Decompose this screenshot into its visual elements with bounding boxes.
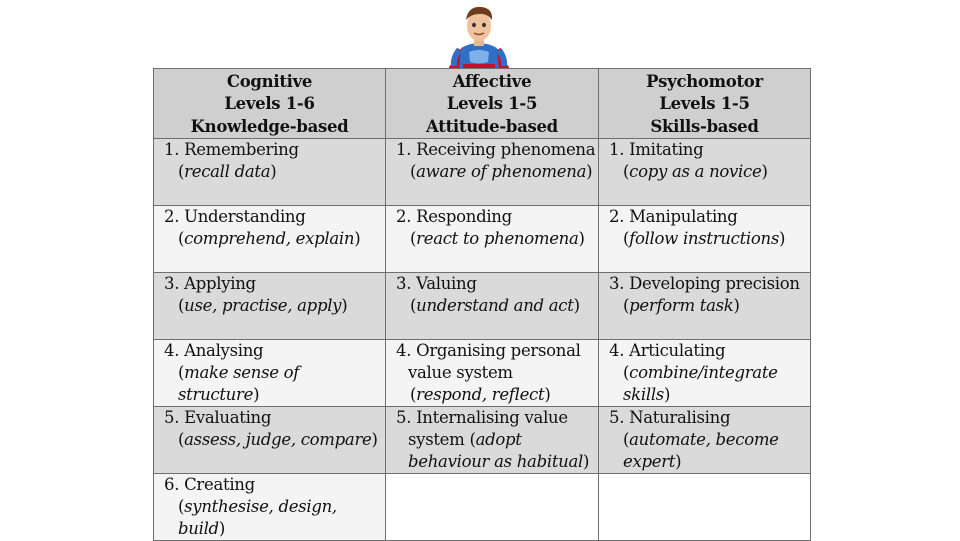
level-description-continued: expert) xyxy=(623,452,682,471)
level-name: 6. Creating xyxy=(164,475,255,494)
superhero-mascot-icon xyxy=(443,4,515,78)
column-header-affective xyxy=(386,69,599,117)
level-name: 4. Organising personal xyxy=(396,341,581,360)
level-description: (perform task) xyxy=(623,296,740,315)
cognitive-cell xyxy=(154,206,386,273)
psychomotor-cell xyxy=(599,407,811,474)
level-description: (understand and act) xyxy=(410,296,580,315)
level-name: 3. Developing precision xyxy=(609,274,800,293)
table-row xyxy=(154,273,811,340)
cognitive-cell xyxy=(154,139,386,206)
psychomotor-cell xyxy=(599,139,811,206)
level-name: 5. Naturalising xyxy=(609,408,731,427)
level-name: 2. Manipulating xyxy=(609,207,738,226)
level-name: 3. Applying xyxy=(164,274,256,293)
level-description: (aware of phenomena) xyxy=(410,162,593,181)
affective-cell xyxy=(386,206,599,273)
level-description: (combine/integrate xyxy=(623,363,778,382)
psychomotor-cell xyxy=(599,340,811,407)
column-levels: Levels 1-6 xyxy=(224,94,315,113)
column-header-psychomotor xyxy=(599,69,811,117)
level-description: (react to phenomena) xyxy=(410,229,585,248)
affective-cell xyxy=(386,340,599,407)
level-description-continued: behaviour as habitual) xyxy=(408,452,590,471)
column-basis-psychomotor: Skills-based xyxy=(599,116,811,139)
level-name: 1. Imitating xyxy=(609,140,704,159)
cognitive-cell xyxy=(154,340,386,407)
column-levels: Levels 1-5 xyxy=(446,94,538,113)
column-basis-cognitive: Knowledge-based xyxy=(154,116,386,139)
table-row xyxy=(154,407,811,474)
psychomotor-cell xyxy=(599,206,811,273)
table-row xyxy=(154,139,811,206)
level-description: (use, practise, apply) xyxy=(178,296,348,315)
psychomotor-cell xyxy=(599,273,811,340)
level-description: (respond, reflect) xyxy=(410,385,551,404)
level-name: 5. Internalising value xyxy=(396,408,568,427)
level-description: (follow instructions) xyxy=(623,229,786,248)
psychomotor-cell-empty xyxy=(599,474,811,541)
level-name-continued: value system xyxy=(408,363,513,382)
column-title: Psychomotor xyxy=(646,72,763,91)
column-basis-affective: Attitude-based xyxy=(386,116,599,139)
affective-cell-empty xyxy=(386,474,599,541)
level-name: 5. Evaluating xyxy=(164,408,272,427)
level-description-continued: skills) xyxy=(623,385,671,404)
level-description: (recall data) xyxy=(178,162,277,181)
level-name: 4. Articulating xyxy=(609,341,726,360)
column-title: Cognitive xyxy=(226,72,313,91)
level-description: (copy as a novice) xyxy=(623,162,768,181)
level-description: (synthesise, design, build) xyxy=(178,497,337,538)
level-description: (automate, become xyxy=(623,430,779,449)
level-name: 2. Responding xyxy=(396,207,512,226)
level-name: 2. Understanding xyxy=(164,207,306,226)
level-description: (make sense of structure) xyxy=(178,363,300,404)
column-header-cognitive xyxy=(154,69,386,117)
affective-cell xyxy=(386,273,599,340)
table-row xyxy=(154,474,811,541)
table-row xyxy=(154,206,811,273)
affective-cell xyxy=(386,407,599,474)
level-description: (assess, judge, compare) xyxy=(178,430,378,449)
table-row xyxy=(154,340,811,407)
cognitive-cell xyxy=(154,273,386,340)
column-title: Affective xyxy=(452,72,532,91)
level-name: 1. Receiving phenomena xyxy=(396,140,596,159)
taxonomy-table xyxy=(153,68,811,541)
level-name: 4. Analysing xyxy=(164,341,264,360)
affective-cell xyxy=(386,139,599,206)
level-description: (comprehend, explain) xyxy=(178,229,361,248)
level-name: 3. Valuing xyxy=(396,274,477,293)
cognitive-cell xyxy=(154,474,386,541)
cognitive-cell xyxy=(154,407,386,474)
level-description: system (adopt xyxy=(408,430,522,449)
level-name: 1. Remembering xyxy=(164,140,299,159)
column-levels: Levels 1-5 xyxy=(659,94,750,113)
